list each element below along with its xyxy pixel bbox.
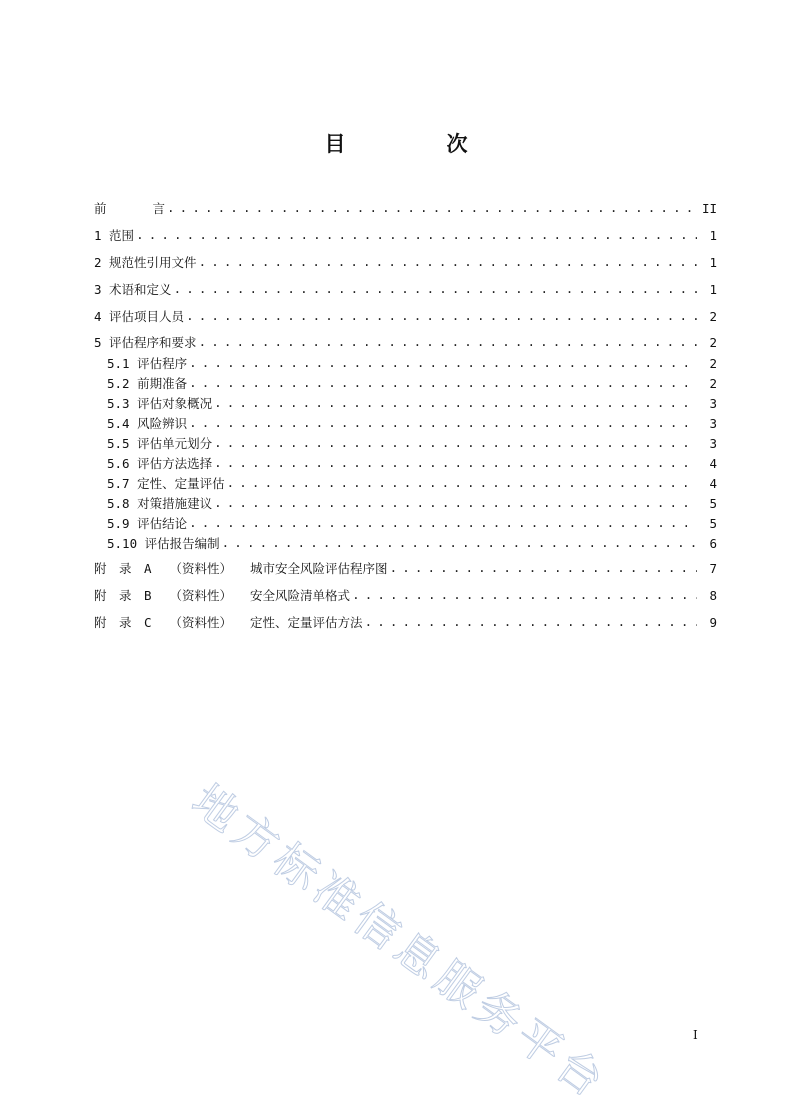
toc-entry-appendix-b[interactable] xyxy=(94,585,717,605)
toc-entry-5-2[interactable] xyxy=(107,373,717,393)
toc-entry-page: II xyxy=(701,200,717,216)
toc-entry-page: 5 xyxy=(709,495,717,511)
toc-entry-5-6[interactable] xyxy=(107,453,717,473)
toc-entry-page: 7 xyxy=(709,560,717,576)
toc-entry-5-8[interactable] xyxy=(107,493,717,513)
toc-entry-label: 5.7 定性、定量评估 xyxy=(107,476,225,491)
toc-entry-label: 3 术语和定义 xyxy=(94,282,172,297)
toc-entry-label: 5.8 对策措施建议 xyxy=(107,496,213,511)
toc-entry-appendix-a[interactable] xyxy=(94,558,717,578)
toc-entry-5-3[interactable] xyxy=(107,393,717,413)
toc-leader-dots xyxy=(227,473,697,493)
toc-leader-dots xyxy=(189,373,697,393)
toc-entry-page: 5 xyxy=(709,515,717,531)
toc-entry-page: 1 xyxy=(709,281,717,297)
toc-leader-dots xyxy=(352,585,697,605)
toc-entry-foreword[interactable] xyxy=(94,198,717,218)
toc-entry-page: 2 xyxy=(709,355,717,371)
toc-leader-dots xyxy=(214,433,697,453)
toc-entry-page: 6 xyxy=(709,535,717,551)
toc-entry-4[interactable] xyxy=(94,306,717,326)
toc-entry-5-10[interactable] xyxy=(107,533,717,553)
toc-entry-label: 5.2 前期准备 xyxy=(107,376,188,391)
toc-entry-label: 附 录 B （资料性） 安全风险清单格式 xyxy=(94,588,351,603)
toc-entry-page: 3 xyxy=(709,415,717,431)
toc-leader-dots xyxy=(390,558,697,578)
toc-leader-dots xyxy=(214,453,697,473)
watermark-text: 地方标准信息服务平台 xyxy=(182,775,617,1111)
toc-leader-dots xyxy=(136,225,697,245)
page-title: 目 次 xyxy=(324,132,508,156)
toc-entry-5-9[interactable] xyxy=(107,513,717,533)
toc-entry-label: 5.6 评估方法选择 xyxy=(107,456,213,471)
toc-entry-label: 5.10 评估报告编制 xyxy=(107,536,220,551)
toc-entry-label: 5.1 评估程序 xyxy=(107,356,188,371)
toc-entry-label: 5.9 评估结论 xyxy=(107,516,188,531)
toc-entry-label: 附 录 A （资料性） 城市安全风险评估程序图 xyxy=(94,561,388,576)
toc-leader-dots xyxy=(186,306,697,326)
toc-leader-dots xyxy=(222,533,697,553)
toc-entry-page: 4 xyxy=(709,455,717,471)
toc-leader-dots xyxy=(199,332,697,352)
toc-leader-dots xyxy=(174,279,697,299)
toc-entry-label: 4 评估项目人员 xyxy=(94,309,185,324)
toc-leader-dots xyxy=(167,198,697,218)
page-number: I xyxy=(693,1028,698,1042)
toc-entry-5-1[interactable] xyxy=(107,353,717,373)
toc-entry-page: 1 xyxy=(709,227,717,243)
toc-leader-dots xyxy=(189,353,697,373)
toc-entry-5[interactable] xyxy=(94,332,717,352)
toc-entry-page: 4 xyxy=(709,475,717,491)
toc-entry-page: 2 xyxy=(709,308,717,324)
toc-leader-dots xyxy=(189,513,697,533)
toc-entry-5-4[interactable] xyxy=(107,413,717,433)
toc-entry-label: 前 言 xyxy=(94,201,166,216)
toc-leader-dots xyxy=(199,252,697,272)
toc-entry-appendix-c[interactable] xyxy=(94,612,717,632)
toc-entry-1[interactable] xyxy=(94,225,717,245)
toc-entry-page: 2 xyxy=(709,334,717,350)
toc-leader-dots xyxy=(214,393,697,413)
toc-entry-page: 3 xyxy=(709,395,717,411)
toc-entry-label: 5.5 评估单元划分 xyxy=(107,436,213,451)
toc-entry-page: 9 xyxy=(709,614,717,630)
toc-entry-2[interactable] xyxy=(94,252,717,272)
toc-entry-3[interactable] xyxy=(94,279,717,299)
toc-entry-label: 1 范围 xyxy=(94,228,135,243)
toc-entry-page: 1 xyxy=(709,254,717,270)
toc-entry-label: 5.3 评估对象概况 xyxy=(107,396,213,411)
toc-leader-dots xyxy=(214,493,697,513)
toc-entry-label: 5.4 风险辨识 xyxy=(107,416,188,431)
toc-leader-dots xyxy=(189,413,697,433)
toc-entry-page: 2 xyxy=(709,375,717,391)
toc-entry-5-5[interactable] xyxy=(107,433,717,453)
toc-entry-label: 2 规范性引用文件 xyxy=(94,255,197,270)
toc-entry-label: 附 录 C （资料性） 定性、定量评估方法 xyxy=(94,615,363,630)
toc-entry-page: 3 xyxy=(709,435,717,451)
toc-leader-dots xyxy=(365,612,697,632)
toc-entry-page: 8 xyxy=(709,587,717,603)
toc-entry-label: 5 评估程序和要求 xyxy=(94,335,197,350)
toc-entry-5-7[interactable] xyxy=(107,473,717,493)
